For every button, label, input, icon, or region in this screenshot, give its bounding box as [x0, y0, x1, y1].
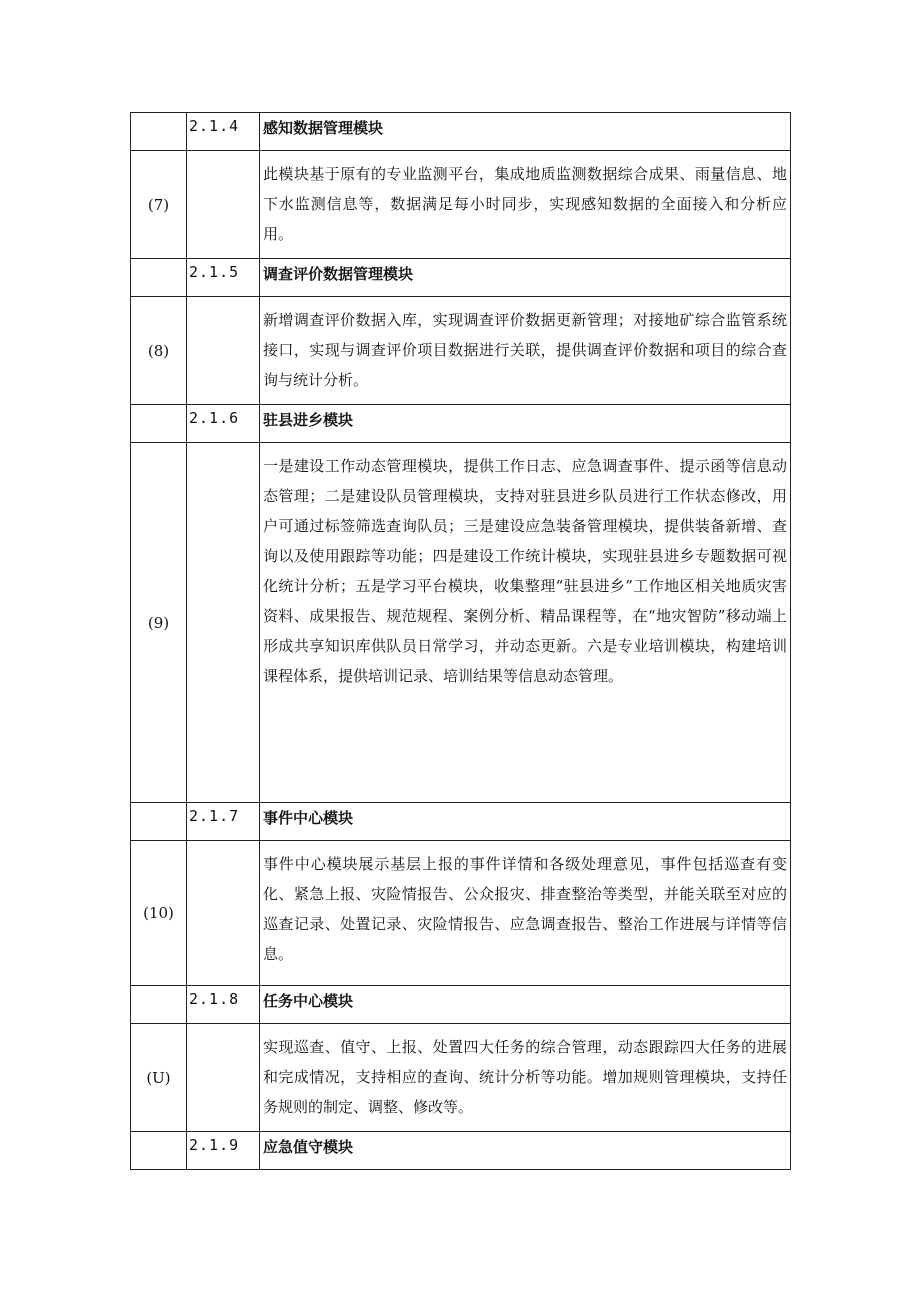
section-code: 2.1.8	[187, 986, 260, 1024]
section-title: 事件中心模块	[260, 803, 791, 841]
empty-cell	[131, 405, 187, 443]
section-title: 应急值守模块	[260, 1132, 791, 1170]
section-title: 任务中心模块	[260, 986, 791, 1024]
empty-cell	[131, 259, 187, 297]
item-number: (9)	[131, 443, 187, 803]
section-description: 实现巡查、值守、上报、处置四大任务的综合管理，动态跟踪四大任务的进展和完成情况，支持相应的查询、统计分析等功能。增加规则管理模块，支持任务规则的制定、调整、修改等。	[260, 1024, 791, 1132]
section-description: 一是建设工作动态管理模块，提供工作日志、应急调查事件、提示函等信息动态管理；二是建设队员管理模块，支持对驻县进乡队员进行工作状态修改，用户可通过标签筛选查询队员；三是建设应急装备管理模块，提供装备新增、查询以及使用跟踪等功能；四是建设工作统计模块，实现驻县进乡专题数据可视化统计分析；五是学习平台模块，收集整理“驻县进乡”工作地区相关地质灾害资料、成果报告、规范规程、案例分析、精品课程等，在“地灾智防”移动端上形成共享知识库供队员日常学习，并动态更新。六是专业培训模块，构建培训课程体系，提供培训记录、培训结果等信息动态管理。	[260, 443, 791, 803]
section-code: 2.1.9	[187, 1132, 260, 1170]
section-description: 事件中心模块展示基层上报的事件详情和各级处理意见，事件包括巡查有变化、紧急上报、灾险情报告、公众报灾、排查整治等类型，并能关联至对应的巡查记录、处置记录、灾险情报告、应急调查报告、整治工作进展与详情等信息。	[260, 841, 791, 986]
section-code: 2.1.4	[187, 113, 260, 151]
empty-cell	[131, 113, 187, 151]
section-description: 此模块基于原有的专业监测平台，集成地质监测数据综合成果、雨量信息、地下水监测信息等，数据满足每小时同步，实现感知数据的全面接入和分析应用。	[260, 151, 791, 259]
section-header-row	[131, 405, 791, 443]
empty-cell	[187, 841, 260, 986]
section-code: 2.1.7	[187, 803, 260, 841]
section-description: 新增调查评价数据入库，实现调查评价数据更新管理；对接地矿综合监管系统接口，实现与调查评价项目数据进行关联，提供调查评价数据和项目的综合查询与统计分析。	[260, 297, 791, 405]
empty-cell	[131, 1132, 187, 1170]
section-body-row	[131, 1024, 791, 1132]
section-code: 2.1.5	[187, 259, 260, 297]
section-header-row	[131, 113, 791, 151]
section-title: 驻县进乡模块	[260, 405, 791, 443]
section-header-row	[131, 259, 791, 297]
section-body-row	[131, 297, 791, 405]
section-header-row	[131, 1132, 791, 1170]
section-header-row	[131, 986, 791, 1024]
section-title: 调查评价数据管理模块	[260, 259, 791, 297]
spec-table	[130, 112, 791, 1170]
section-header-row	[131, 803, 791, 841]
item-number: (7)	[131, 151, 187, 259]
section-body-row	[131, 151, 791, 259]
section-code: 2.1.6	[187, 405, 260, 443]
empty-cell	[131, 803, 187, 841]
empty-cell	[187, 443, 260, 803]
empty-cell	[131, 986, 187, 1024]
section-title: 感知数据管理模块	[260, 113, 791, 151]
empty-cell	[187, 297, 260, 405]
section-body-row	[131, 443, 791, 803]
section-body-row	[131, 841, 791, 986]
empty-cell	[187, 151, 260, 259]
empty-cell	[187, 1024, 260, 1132]
item-number: (8)	[131, 297, 187, 405]
item-number: (10)	[131, 841, 187, 986]
item-number: (U)	[131, 1024, 187, 1132]
